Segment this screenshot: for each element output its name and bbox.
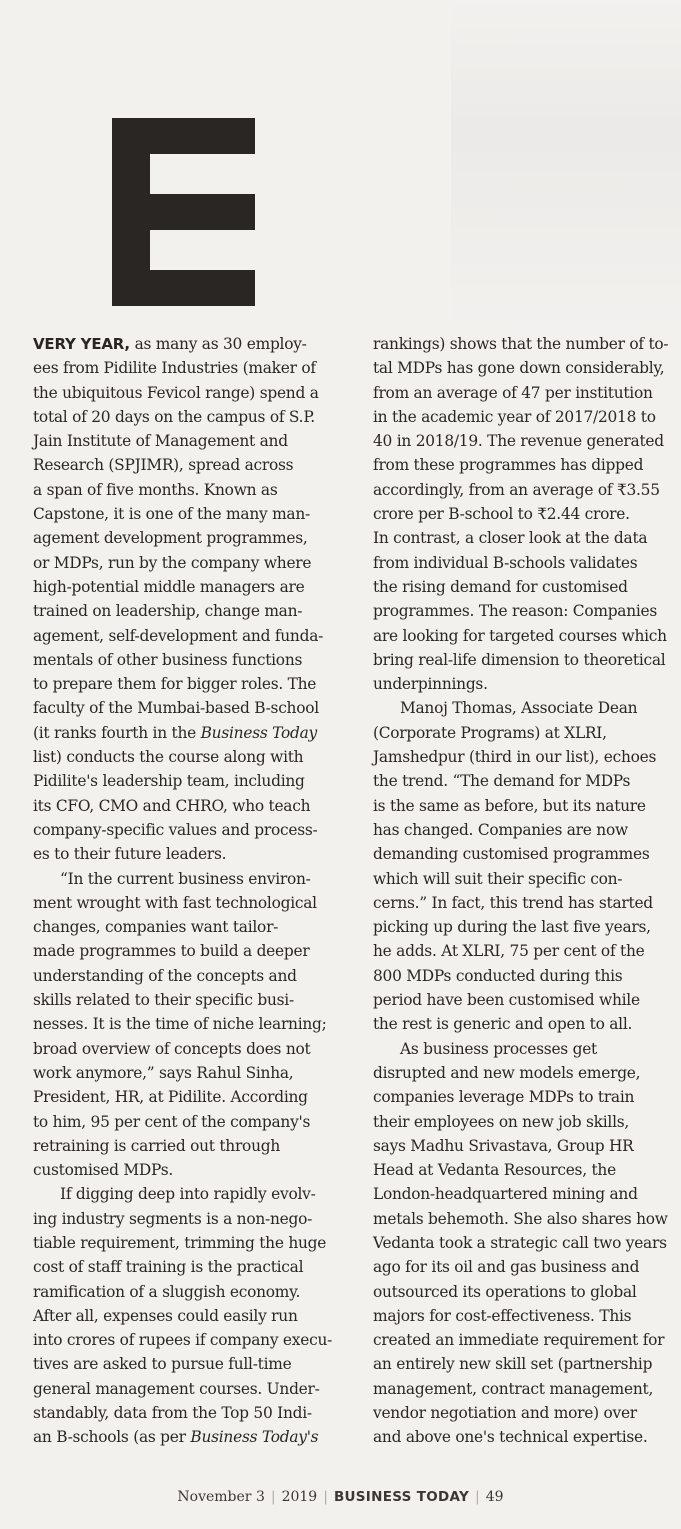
article-line-text: the rest is generic and open to all. <box>373 1015 633 1034</box>
article-line-text: says Madhu Srivastava, Group HR <box>373 1136 634 1155</box>
article-line <box>33 356 333 380</box>
article-line-text: In contrast, a closer look at the data <box>373 529 648 548</box>
article-line <box>33 939 333 963</box>
article-line <box>33 867 333 891</box>
article-line <box>373 526 673 550</box>
article-line-text: to prepare them for bigger roles. The <box>33 675 317 694</box>
article-line <box>33 842 333 866</box>
article-line <box>33 624 333 648</box>
article-line-text: are looking for targeted courses which <box>373 626 667 645</box>
article-line <box>373 794 673 818</box>
article-line-text: created an immediate requirement for <box>373 1331 665 1350</box>
article-line-text: is the same as before, but its nature <box>373 796 646 815</box>
article-line <box>33 1207 333 1231</box>
article-line-text: demanding customised programmes <box>373 845 650 864</box>
article-line-text: nesses. It is the time of niche learning; <box>33 1015 327 1034</box>
article-line <box>373 405 673 429</box>
article-line-text: cost of staff training is the practical <box>33 1258 304 1277</box>
article-line <box>373 1401 673 1425</box>
article-line <box>373 721 673 745</box>
article-line-text: faculty of the Mumbai-based B-school <box>33 699 319 718</box>
article-line <box>33 1304 333 1328</box>
article-line <box>373 551 673 575</box>
publication-title: Business Today <box>200 723 317 742</box>
article-line-text: programmes. The reason: Companies <box>373 602 658 621</box>
article-line <box>33 599 333 623</box>
article-line <box>373 1207 673 1231</box>
article-line-text: high-potential middle managers are <box>33 577 305 596</box>
article-line-text: which will suit their specific con- <box>373 869 623 888</box>
article-line <box>373 648 673 672</box>
article-line <box>373 1377 673 1401</box>
article-line-text: ago for its oil and gas business and <box>373 1258 640 1277</box>
article-line <box>373 381 673 405</box>
article-line <box>373 867 673 891</box>
article-line-text: skills related to their specific busi- <box>33 991 294 1010</box>
article-line-text: retraining is carried out through <box>33 1136 280 1155</box>
article-line-text: Manoj Thomas, Associate Dean <box>400 699 638 718</box>
drop-cap-letter-e <box>112 118 255 306</box>
article-line <box>373 891 673 915</box>
article-line-text: tal MDPs has gone down considerably, <box>373 359 665 378</box>
article-line <box>373 502 673 526</box>
article-line <box>33 721 333 745</box>
article-line-text: Jain Institute of Management and <box>33 432 288 451</box>
article-line <box>33 672 333 696</box>
article-line <box>33 648 333 672</box>
article-line-text: mentals of other business functions <box>33 650 303 669</box>
article-line <box>33 1255 333 1279</box>
article-line-text: an B-schools (as per <box>33 1428 191 1447</box>
article-line-text: 40 in 2018/19. The revenue generated <box>373 432 664 451</box>
article-line-text: a span of five months. Known as <box>33 480 278 499</box>
article-line <box>33 502 333 526</box>
article-line <box>33 964 333 988</box>
article-line <box>373 1134 673 1158</box>
footer-year: 2019 <box>281 1489 318 1505</box>
article-line-text: ing industry segments is a non-nego- <box>33 1209 313 1228</box>
article-line <box>373 769 673 793</box>
article-line <box>373 1037 673 1061</box>
article-line-text: outsourced its operations to global <box>373 1282 637 1301</box>
page-footer: November 3 | 2019 | BUSINESS TODAY | 49 <box>177 1489 504 1505</box>
article-line <box>373 1304 673 1328</box>
article-line-text: changes, companies want tailor- <box>33 918 279 937</box>
article-line-text: made programmes to build a deeper <box>33 942 310 961</box>
article-line <box>33 696 333 720</box>
article-line <box>373 939 673 963</box>
article-line <box>33 381 333 405</box>
article-line <box>33 1352 333 1376</box>
article-line-text: underpinnings. <box>373 675 488 694</box>
article-line <box>33 1231 333 1255</box>
article-line-text: Pidilite's leadership team, including <box>33 772 305 791</box>
article-line <box>33 915 333 939</box>
article-line <box>33 1280 333 1304</box>
article-line <box>373 1085 673 1109</box>
article-line-text: company-specific values and process- <box>33 820 318 839</box>
article-line <box>33 1012 333 1036</box>
article-line <box>373 1425 673 1449</box>
article-line-text: agement, self-development and funda- <box>33 626 324 645</box>
article-line <box>373 1231 673 1255</box>
article-line <box>373 478 673 502</box>
article-line-text: Research (SPJIMR), spread across <box>33 456 294 475</box>
article-line <box>33 526 333 550</box>
article-line <box>373 1158 673 1182</box>
article-line-text: agement development programmes, <box>33 529 308 548</box>
article-line <box>373 453 673 477</box>
article-line-text: metals behemoth. She also shares how <box>373 1209 668 1228</box>
article-line-text: list) conducts the course along with <box>33 748 304 767</box>
article-line <box>373 988 673 1012</box>
article-line-text: the ubiquitous Fevicol range) spend a <box>33 383 319 402</box>
article-line-text: from these programmes has dipped <box>373 456 644 475</box>
article-line-text: tiable requirement, trimming the huge <box>33 1233 327 1252</box>
article-line <box>33 818 333 842</box>
article-line <box>373 1280 673 1304</box>
article-line <box>373 1255 673 1279</box>
article-line <box>373 1182 673 1206</box>
article-line-text: its CFO, CMO and CHRO, who teach <box>33 796 311 815</box>
article-line-text: work anymore,” says Rahul Sinha, <box>33 1063 294 1082</box>
article-line <box>33 1328 333 1352</box>
article-line-text: President, HR, at Pidilite. According <box>33 1088 308 1107</box>
article-line-text: the trend. “The demand for MDPs <box>373 772 631 791</box>
article-line-text: companies leverage MDPs to train <box>373 1088 635 1107</box>
footer-date: November 3 <box>177 1489 265 1505</box>
article-line-text: an entirely new skill set (partnership <box>373 1355 653 1374</box>
bleed-through-ghost <box>451 0 681 330</box>
article-line <box>373 575 673 599</box>
article-line-text: ment wrought with fast technological <box>33 893 317 912</box>
article-line-text: 800 MDPs conducted during this <box>373 966 623 985</box>
article-line <box>373 429 673 453</box>
article-line-text: accordingly, from an average of ₹3.55 <box>373 480 660 499</box>
article-line-text: disrupted and new models emerge, <box>373 1063 641 1082</box>
article-line <box>373 1352 673 1376</box>
article-line-text: vendor negotiation and more) over <box>373 1404 637 1423</box>
article-line-text: majors for cost-effectiveness. This <box>373 1306 632 1325</box>
article-line <box>33 551 333 575</box>
article-line <box>33 1158 333 1182</box>
article-line-text: broad overview of concepts does not <box>33 1039 311 1058</box>
article-line-text: If digging deep into rapidly evolv- <box>60 1185 316 1204</box>
article-line-text: crore per B-school to ₹2.44 crore. <box>373 505 630 524</box>
article-line <box>33 1401 333 1425</box>
article-line <box>33 794 333 818</box>
article-line <box>373 332 673 356</box>
article-line <box>33 769 333 793</box>
article-line <box>373 624 673 648</box>
article-line <box>33 1085 333 1109</box>
article-line-text: (it ranks fourth in the <box>33 723 201 742</box>
article-line <box>33 1134 333 1158</box>
article-line-text: rankings) shows that the number of to- <box>373 335 669 353</box>
article-line-text: period have been customised while <box>373 991 640 1010</box>
article-line-text: customised MDPs. <box>33 1161 173 1180</box>
article-line-text: ees from Pidilite Industries (maker of <box>33 359 316 378</box>
article-line-text: management, contract management, <box>373 1379 654 1398</box>
article-line-text: into crores of rupees if company execu- <box>33 1331 333 1350</box>
article-line-text: total of 20 days on the campus of S.P. <box>33 407 315 426</box>
article-line-text: understanding of the concepts and <box>33 966 297 985</box>
footer-page-number: 49 <box>485 1489 504 1505</box>
article-line <box>33 1110 333 1134</box>
article-line-text: Capstone, it is one of the many man- <box>33 505 310 524</box>
article-line-text: to him, 95 per cent of the company's <box>33 1112 311 1131</box>
article-line <box>33 453 333 477</box>
article-line-text: from an average of 47 per institution <box>373 383 653 402</box>
article-line <box>33 575 333 599</box>
article-line <box>373 745 673 769</box>
article-line <box>33 988 333 1012</box>
article-line <box>33 1182 333 1206</box>
article-line-text: as many as 30 employ- <box>129 335 307 353</box>
article-line <box>373 1012 673 1036</box>
article-line <box>33 891 333 915</box>
article-line-text: Vedanta took a strategic call two years <box>373 1233 667 1252</box>
article-line-text: tives are asked to pursue full-time <box>33 1355 292 1374</box>
article-line-text: he adds. At XLRI, 75 per cent of the <box>373 942 645 961</box>
article-line-text: As business processes get <box>400 1039 597 1058</box>
article-line-text: in the academic year of 2017/2018 to <box>373 407 656 426</box>
publication-title: Business Today's <box>190 1428 319 1447</box>
article-line <box>373 696 673 720</box>
article-line <box>373 1061 673 1085</box>
article-line <box>373 1328 673 1352</box>
article-line <box>33 1377 333 1401</box>
article-line <box>373 599 673 623</box>
article-line-text: “In the current business environ- <box>60 869 311 888</box>
article-line-text: (Corporate Programs) at XLRI, <box>373 723 607 742</box>
article-line-text: bring real-life dimension to theoretical <box>373 650 666 669</box>
article-line-text: es to their future leaders. <box>33 845 227 864</box>
article-line <box>373 1110 673 1134</box>
article-line <box>33 1425 333 1449</box>
article-line <box>373 964 673 988</box>
article-line <box>373 818 673 842</box>
article-line <box>373 356 673 380</box>
article-line-text: Head at Vedanta Resources, the <box>373 1161 616 1180</box>
article-line-text: from individual B-schools validates <box>373 553 638 572</box>
article-line-text: Jamshedpur (third in our list), echoes <box>373 748 657 767</box>
article-line-text: and above one's technical expertise. <box>373 1428 648 1447</box>
article-line <box>33 405 333 429</box>
article-line <box>373 672 673 696</box>
article-line-text: has changed. Companies are now <box>373 820 628 839</box>
article-line-text: After all, expenses could easily run <box>33 1306 298 1325</box>
article-line <box>33 1061 333 1085</box>
article-line <box>373 842 673 866</box>
article-line <box>33 478 333 502</box>
article-line-text: general management courses. Under- <box>33 1379 320 1398</box>
article-line-text: picking up during the last five years, <box>373 918 651 937</box>
article-line-text: London-headquartered mining and <box>373 1185 638 1204</box>
article-line <box>33 332 333 356</box>
article-line-text: their employees on new job skills, <box>373 1112 630 1131</box>
article-line-text: or MDPs, run by the company where <box>33 553 312 572</box>
article-column-right <box>373 332 673 1450</box>
footer-magazine-name: BUSINESS TODAY <box>333 1489 470 1505</box>
article-line-text: ramification of a sluggish economy. <box>33 1282 301 1301</box>
article-line <box>373 915 673 939</box>
article-line <box>33 1037 333 1061</box>
article-line <box>33 429 333 453</box>
article-column-left <box>33 332 333 1450</box>
article-line-text: cerns.” In fact, this trend has started <box>373 893 653 912</box>
article-line <box>33 745 333 769</box>
article-line-text: the rising demand for customised <box>373 577 628 596</box>
article-line-text: trained on leadership, change man- <box>33 602 303 621</box>
article-line-text: standably, data from the Top 50 Indi- <box>33 1404 312 1423</box>
lead-in: VERY YEAR, <box>33 335 130 353</box>
